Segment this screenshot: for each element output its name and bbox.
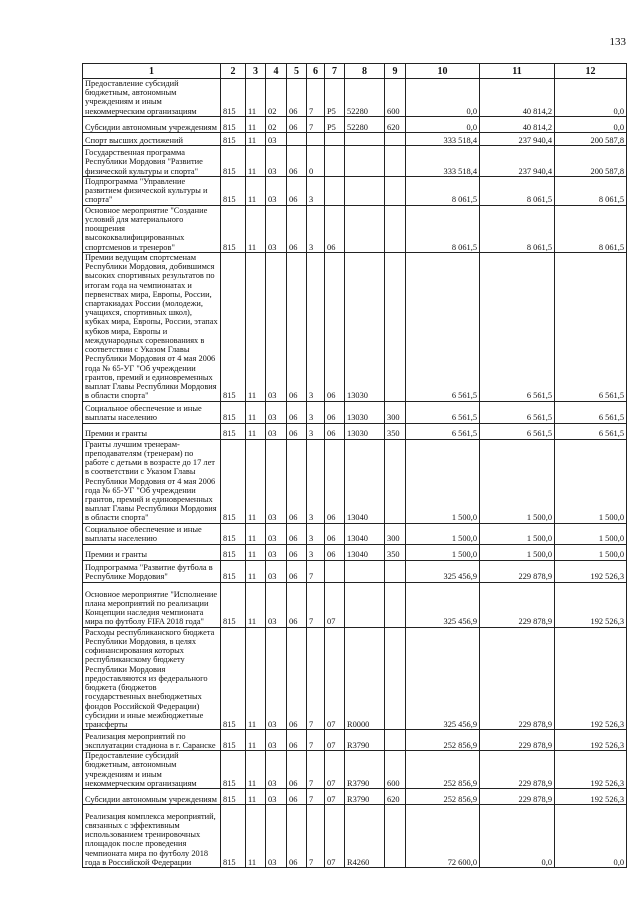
code-cell: 11 [246, 560, 266, 582]
code-cell: 06 [325, 401, 345, 423]
column-header: 5 [287, 64, 307, 79]
code-cell: R4260 [345, 805, 385, 868]
amount-cell: 192 526,3 [555, 560, 627, 582]
row-name-cell: Основное мероприятие "Создание условий для материального поощрения высококвалифицированных спортсменов и тренеров" [83, 205, 221, 252]
row-name-cell: Реализация комплекса мероприятий, связанных с эффективным использованием тренировочных площадок после проведения чемпионата мира по футболу 2018 года в Российской Федерации [83, 805, 221, 868]
code-cell: 06 [287, 544, 307, 560]
row-name-cell: Премии ведущим спортсменам Республики Мордовия, добившимся высоких спортивных результатов по итогам года на чемпионатах и первенствах мира, Европы, России, спартакиадах России (молодежи, учащихся, спортивных школ), кубках мира, Европы, России, этапах кубков мира, Европы и международных соревнованиях в соответствии с Указом Главы Республики Мордовия от 4 мая 2006 года № 65-УГ "Об учреждении грантов, премий и единовременных выплат Главы Республики Мордовия в области спорта" [83, 252, 221, 401]
code-cell: 11 [246, 627, 266, 730]
amount-cell: 8 061,5 [480, 176, 555, 205]
code-cell: 600 [385, 79, 406, 117]
column-header: 8 [345, 64, 385, 79]
table-row [83, 627, 627, 730]
amount-cell: 252 856,9 [406, 751, 480, 789]
code-cell: 03 [266, 145, 287, 176]
code-cell: 07 [325, 582, 345, 627]
code-cell: 11 [246, 252, 266, 401]
amount-cell: 6 561,5 [406, 252, 480, 401]
table-row [83, 252, 627, 401]
code-cell: 02 [266, 79, 287, 117]
code-cell [385, 582, 406, 627]
code-cell: 300 [385, 523, 406, 544]
row-name-cell: Социальное обеспечение и иные выплаты населению [83, 523, 221, 544]
amount-cell: 1 500,0 [406, 544, 480, 560]
amount-cell: 325 456,9 [406, 560, 480, 582]
code-cell: 815 [221, 116, 246, 132]
code-cell: 11 [246, 132, 266, 145]
code-cell: 07 [325, 805, 345, 868]
amount-cell: 0,0 [555, 805, 627, 868]
code-cell: 7 [307, 582, 325, 627]
table-row [83, 730, 627, 751]
code-cell: 06 [325, 423, 345, 439]
code-cell: 06 [287, 116, 307, 132]
code-cell: 815 [221, 544, 246, 560]
code-cell: 03 [266, 132, 287, 145]
amount-cell: 229 878,9 [480, 751, 555, 789]
code-cell: 815 [221, 439, 246, 523]
code-cell: 06 [287, 205, 307, 252]
code-cell [325, 176, 345, 205]
code-cell: R3790 [345, 751, 385, 789]
amount-cell: 325 456,9 [406, 627, 480, 730]
code-cell [345, 560, 385, 582]
amount-cell: 1 500,0 [555, 544, 627, 560]
code-cell [325, 132, 345, 145]
amount-cell: 1 500,0 [480, 544, 555, 560]
code-cell: 06 [287, 805, 307, 868]
code-cell: P5 [325, 79, 345, 117]
code-cell: 13030 [345, 401, 385, 423]
code-cell [385, 145, 406, 176]
code-cell: 06 [325, 544, 345, 560]
code-cell [385, 252, 406, 401]
code-cell [345, 176, 385, 205]
code-cell: 7 [307, 79, 325, 117]
column-header: 2 [221, 64, 246, 79]
amount-cell: 229 878,9 [480, 582, 555, 627]
amount-cell: 0,0 [480, 805, 555, 868]
column-header: 7 [325, 64, 345, 79]
code-cell: 13030 [345, 423, 385, 439]
table-row [83, 523, 627, 544]
row-name-cell: Предоставление субсидий бюджетным, автономным учреждениям и иным некоммерческим организациям [83, 79, 221, 117]
column-header: 1 [83, 64, 221, 79]
code-cell: 815 [221, 523, 246, 544]
table-row [83, 560, 627, 582]
amount-cell: 237 940,4 [480, 145, 555, 176]
code-cell: 620 [385, 789, 406, 805]
code-cell: 7 [307, 116, 325, 132]
row-name-cell: Премии и гранты [83, 423, 221, 439]
code-cell: 03 [266, 176, 287, 205]
code-cell: 815 [221, 79, 246, 117]
code-cell: 06 [287, 627, 307, 730]
code-cell: 03 [266, 252, 287, 401]
row-name-cell: Подпрограмма "Развитие футбола в Республике Мордовия" [83, 560, 221, 582]
code-cell: 13040 [345, 544, 385, 560]
code-cell: 300 [385, 401, 406, 423]
row-name-cell: Реализация мероприятий по эксплуатации стадиона в г. Саранске [83, 730, 221, 751]
code-cell: 7 [307, 627, 325, 730]
code-cell: 11 [246, 439, 266, 523]
table-row [83, 582, 627, 627]
code-cell: 11 [246, 544, 266, 560]
code-cell: 11 [246, 730, 266, 751]
code-cell: 815 [221, 560, 246, 582]
code-cell: 03 [266, 582, 287, 627]
code-cell [325, 145, 345, 176]
code-cell: 03 [266, 805, 287, 868]
table-row [83, 176, 627, 205]
amount-cell: 6 561,5 [555, 252, 627, 401]
code-cell: 07 [325, 730, 345, 751]
code-cell: 815 [221, 730, 246, 751]
code-cell [325, 560, 345, 582]
table-row [83, 132, 627, 145]
row-name-cell: Подпрограмма "Управление развитием физической культуры и спорта" [83, 176, 221, 205]
code-cell [385, 132, 406, 145]
code-cell: 815 [221, 176, 246, 205]
amount-cell: 192 526,3 [555, 582, 627, 627]
amount-cell: 252 856,9 [406, 730, 480, 751]
code-cell: 350 [385, 423, 406, 439]
amount-cell: 6 561,5 [555, 423, 627, 439]
amount-cell: 192 526,3 [555, 751, 627, 789]
code-cell: 3 [307, 401, 325, 423]
code-cell: 815 [221, 401, 246, 423]
code-cell: 11 [246, 805, 266, 868]
code-cell: 06 [287, 176, 307, 205]
code-cell: 815 [221, 805, 246, 868]
code-cell: 07 [325, 751, 345, 789]
amount-cell: 8 061,5 [480, 205, 555, 252]
column-header: 10 [406, 64, 480, 79]
code-cell [385, 730, 406, 751]
row-name-cell: Гранты лучшим тренерам-преподавателям (тренерам) по работе с детьми в возрасте до 17 лет в соответствии с Указом Главы Республики Мордовия от 4 мая 2006 года № 65-УГ "Об учреждении грантов, премий и единовременных выплат Главы Республики Мордовия в области спорта" [83, 439, 221, 523]
amount-cell: 6 561,5 [406, 423, 480, 439]
code-cell [345, 205, 385, 252]
column-header: 6 [307, 64, 325, 79]
code-cell: 600 [385, 751, 406, 789]
amount-cell: 8 061,5 [555, 176, 627, 205]
code-cell: 06 [287, 751, 307, 789]
code-cell [385, 805, 406, 868]
code-cell: 0 [307, 145, 325, 176]
code-cell: 06 [287, 439, 307, 523]
amount-cell: 1 500,0 [406, 439, 480, 523]
code-cell: 03 [266, 401, 287, 423]
amount-cell: 6 561,5 [480, 252, 555, 401]
code-cell: 7 [307, 560, 325, 582]
amount-cell: 40 814,2 [480, 79, 555, 117]
amount-cell: 1 500,0 [480, 439, 555, 523]
code-cell [385, 560, 406, 582]
amount-cell: 72 600,0 [406, 805, 480, 868]
amount-cell: 6 561,5 [480, 401, 555, 423]
code-cell: 06 [287, 79, 307, 117]
budget-table [82, 63, 627, 868]
code-cell: 03 [266, 560, 287, 582]
column-header: 12 [555, 64, 627, 79]
code-cell: 815 [221, 582, 246, 627]
code-cell: 11 [246, 116, 266, 132]
amount-cell: 8 061,5 [406, 205, 480, 252]
code-cell: 06 [287, 730, 307, 751]
code-cell: 06 [325, 439, 345, 523]
code-cell: 3 [307, 176, 325, 205]
code-cell [385, 205, 406, 252]
code-cell: 06 [287, 560, 307, 582]
code-cell: 11 [246, 523, 266, 544]
code-cell: 03 [266, 544, 287, 560]
code-cell: 7 [307, 805, 325, 868]
row-name-cell: Предоставление субсидий бюджетным, автономным учреждениям и иным некоммерческим организациям [83, 751, 221, 789]
amount-cell: 333 518,4 [406, 145, 480, 176]
code-cell: 06 [287, 423, 307, 439]
amount-cell: 192 526,3 [555, 789, 627, 805]
amount-cell: 1 500,0 [480, 523, 555, 544]
amount-cell: 229 878,9 [480, 789, 555, 805]
code-cell: 11 [246, 205, 266, 252]
code-cell: 3 [307, 252, 325, 401]
code-cell [307, 132, 325, 145]
code-cell [345, 132, 385, 145]
code-cell: 11 [246, 751, 266, 789]
code-cell: R0000 [345, 627, 385, 730]
row-name-cell: Субсидии автономным учреждениям [83, 116, 221, 132]
code-cell: 03 [266, 789, 287, 805]
code-cell: 815 [221, 423, 246, 439]
amount-cell: 6 561,5 [406, 401, 480, 423]
code-cell: R3790 [345, 730, 385, 751]
amount-cell: 1 500,0 [555, 439, 627, 523]
code-cell: 815 [221, 205, 246, 252]
table-row [83, 751, 627, 789]
amount-cell: 333 518,4 [406, 132, 480, 145]
row-name-cell: Основное мероприятие "Исполнение плана мероприятий по реализации Концепции наследия чемпионата мира по футболу FIFA 2018 года" [83, 582, 221, 627]
code-cell: 11 [246, 582, 266, 627]
code-cell: 06 [287, 582, 307, 627]
amount-cell: 229 878,9 [480, 560, 555, 582]
code-cell: 06 [287, 523, 307, 544]
code-cell: 815 [221, 132, 246, 145]
table-row [83, 205, 627, 252]
code-cell: 815 [221, 145, 246, 176]
column-header: 3 [246, 64, 266, 79]
code-cell: 52280 [345, 79, 385, 117]
code-cell: 3 [307, 205, 325, 252]
code-cell: 3 [307, 523, 325, 544]
code-cell [345, 582, 385, 627]
code-cell: 11 [246, 789, 266, 805]
row-name-cell: Премии и гранты [83, 544, 221, 560]
row-name-cell: Расходы республиканского бюджета Республики Мордовия, в целях софинансирования которых республиканскому бюджету Республики Мордовия предоставляются из федерального бюджета (бюджетов государственных внебюджетных фондов Российской Федерации) субсидии и иные межбюджетные трансферты [83, 627, 221, 730]
table-row [83, 789, 627, 805]
code-cell: 52280 [345, 116, 385, 132]
code-cell: 03 [266, 751, 287, 789]
amount-cell: 237 940,4 [480, 132, 555, 145]
code-cell: 3 [307, 423, 325, 439]
code-cell: 06 [325, 523, 345, 544]
row-name-cell: Спорт высших достижений [83, 132, 221, 145]
table-body [83, 79, 627, 868]
amount-cell: 6 561,5 [480, 423, 555, 439]
amount-cell: 192 526,3 [555, 627, 627, 730]
amount-cell: 8 061,5 [555, 205, 627, 252]
column-header: 4 [266, 64, 287, 79]
code-cell: 11 [246, 145, 266, 176]
code-cell: 13040 [345, 523, 385, 544]
code-cell: 11 [246, 423, 266, 439]
column-header: 9 [385, 64, 406, 79]
row-name-cell: Социальное обеспечение и иные выплаты населению [83, 401, 221, 423]
code-cell: 11 [246, 79, 266, 117]
table-row [83, 544, 627, 560]
code-cell [385, 439, 406, 523]
code-cell: 07 [325, 789, 345, 805]
code-cell: 06 [287, 252, 307, 401]
code-cell: 06 [287, 145, 307, 176]
code-cell: 815 [221, 252, 246, 401]
table-row [83, 145, 627, 176]
column-header: 11 [480, 64, 555, 79]
amount-cell: 0,0 [555, 116, 627, 132]
code-cell: 03 [266, 730, 287, 751]
code-cell: 06 [287, 789, 307, 805]
code-cell [385, 176, 406, 205]
code-cell [287, 132, 307, 145]
table-row [83, 439, 627, 523]
code-cell: 13040 [345, 439, 385, 523]
code-cell: 7 [307, 730, 325, 751]
code-cell: 620 [385, 116, 406, 132]
code-cell: P5 [325, 116, 345, 132]
code-cell [345, 145, 385, 176]
code-cell: 7 [307, 789, 325, 805]
amount-cell: 8 061,5 [406, 176, 480, 205]
amount-cell: 1 500,0 [406, 523, 480, 544]
code-cell: 03 [266, 205, 287, 252]
amount-cell: 192 526,3 [555, 730, 627, 751]
code-cell: 815 [221, 751, 246, 789]
page-number: 133 [609, 36, 626, 48]
amount-cell: 229 878,9 [480, 627, 555, 730]
table-row [83, 116, 627, 132]
amount-cell: 6 561,5 [555, 401, 627, 423]
code-cell [385, 627, 406, 730]
table-row [83, 805, 627, 868]
table-row [83, 79, 627, 117]
code-cell: 06 [325, 205, 345, 252]
code-cell: 03 [266, 523, 287, 544]
table-row [83, 401, 627, 423]
code-cell: 13030 [345, 252, 385, 401]
code-cell: 03 [266, 423, 287, 439]
code-cell: 07 [325, 627, 345, 730]
amount-cell: 40 814,2 [480, 116, 555, 132]
amount-cell: 200 587,8 [555, 132, 627, 145]
table-row [83, 423, 627, 439]
amount-cell: 0,0 [555, 79, 627, 117]
amount-cell: 200 587,8 [555, 145, 627, 176]
row-name-cell: Субсидии автономным учреждениям [83, 789, 221, 805]
code-cell: 3 [307, 544, 325, 560]
code-cell: 03 [266, 627, 287, 730]
amount-cell: 0,0 [406, 116, 480, 132]
amount-cell: 325 456,9 [406, 582, 480, 627]
code-cell: 06 [287, 401, 307, 423]
amount-cell: 252 856,9 [406, 789, 480, 805]
amount-cell: 1 500,0 [555, 523, 627, 544]
row-name-cell: Государственная программа Республики Мордовия "Развитие физической культуры и спорта" [83, 145, 221, 176]
code-cell: 03 [266, 439, 287, 523]
code-cell: 11 [246, 176, 266, 205]
code-cell: 350 [385, 544, 406, 560]
code-cell: 3 [307, 439, 325, 523]
code-cell: 7 [307, 751, 325, 789]
code-cell: 06 [325, 252, 345, 401]
code-cell: 02 [266, 116, 287, 132]
amount-cell: 0,0 [406, 79, 480, 117]
code-cell: 11 [246, 401, 266, 423]
code-cell: R3790 [345, 789, 385, 805]
code-cell: 815 [221, 627, 246, 730]
table-header-row [83, 64, 627, 79]
code-cell: 815 [221, 789, 246, 805]
amount-cell: 229 878,9 [480, 730, 555, 751]
